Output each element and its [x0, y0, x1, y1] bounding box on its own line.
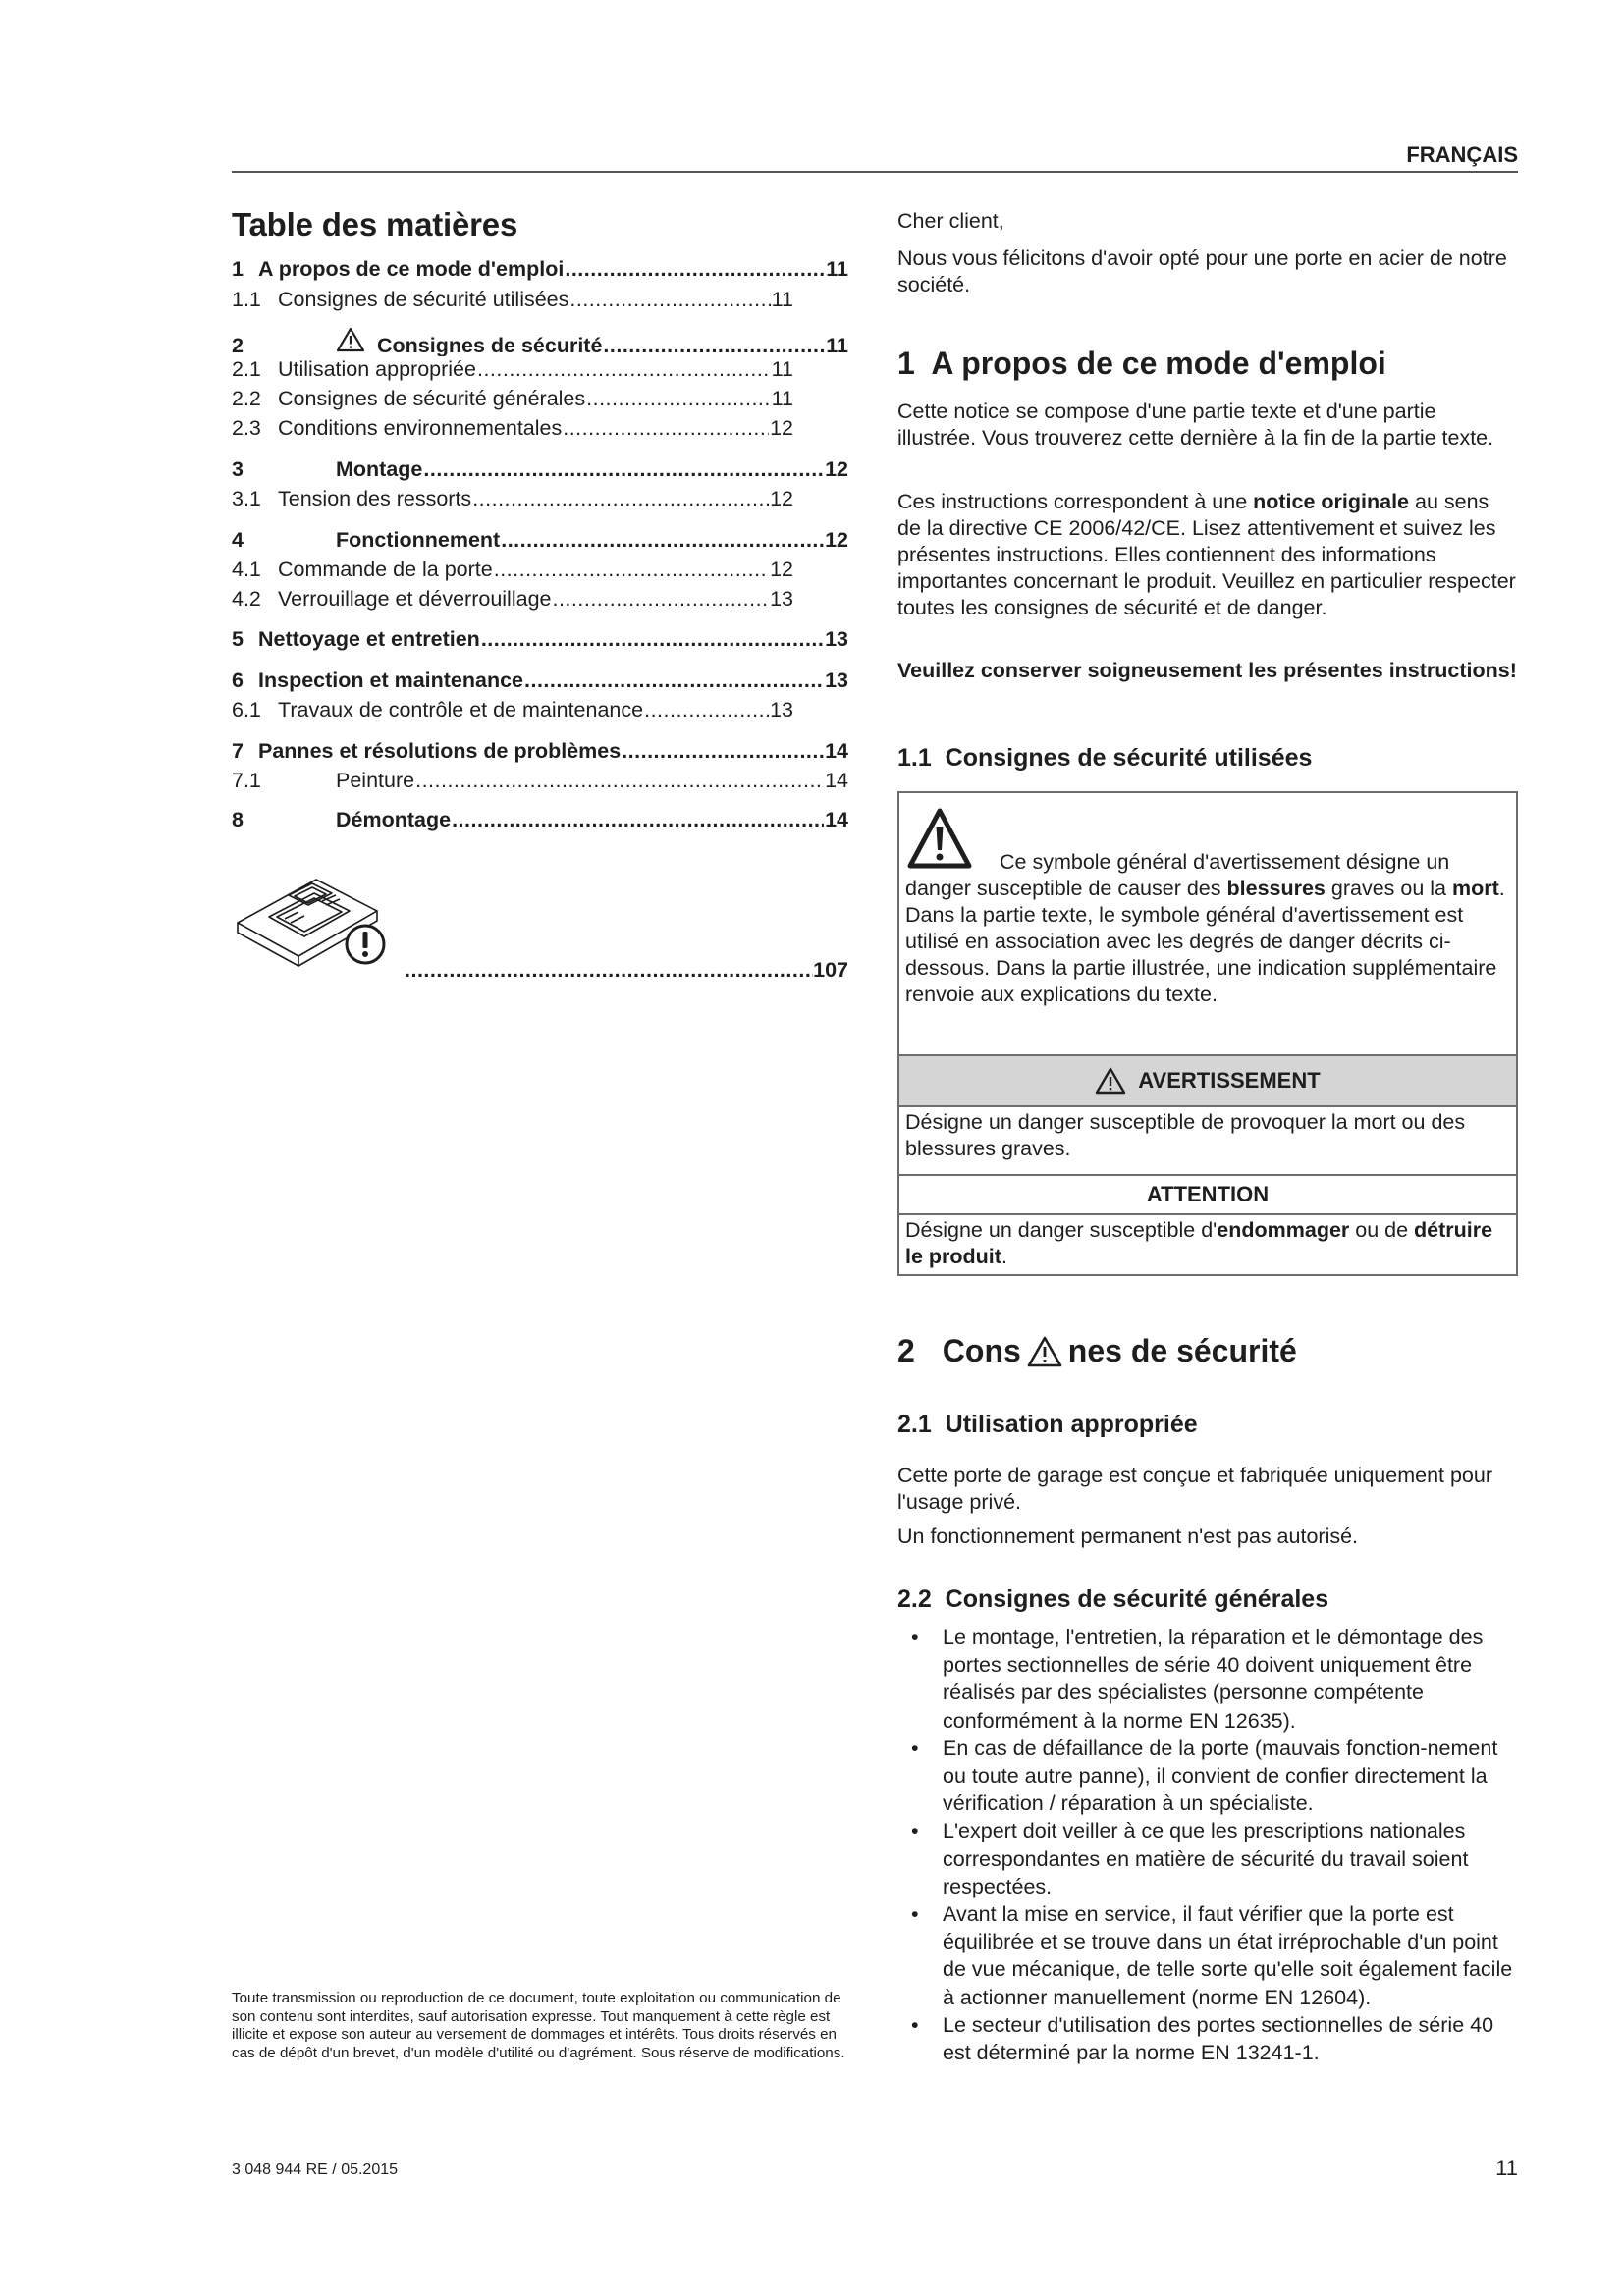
toc-entry-label: Nettoyage et entretien: [258, 627, 480, 651]
section-1-paragraph: Cette notice se compose d'une partie texte et d'une partie illustrée. Vous trouverez cette dernière à la fin de la partie texte.: [897, 400, 1494, 450]
toc-entry-illustrations[interactable]: [405, 958, 848, 988]
page-number: 11: [1495, 2156, 1518, 2180]
toc-entry[interactable]: [232, 288, 793, 317]
toc-entry-number: 3.1: [232, 487, 261, 510]
toc-leader: [622, 739, 824, 764]
toc-entry[interactable]: [232, 627, 848, 657]
text-run: Désigne un danger susceptible d': [905, 1218, 1218, 1242]
toc-leader: [563, 416, 769, 441]
general-warning-triangle-icon: [907, 807, 972, 870]
toc-leader: [569, 288, 770, 312]
section-title: A propos de ce mode d'emploi: [931, 346, 1386, 381]
text-run: au sens de la directive CE 2006/42/CE. Lisez attentivement et suivez les présentes instructions. Elles contiennent des informations importantes concernant le produit. Veuillez en particulier respecter toutes les consignes de sécurité et de danger.: [897, 490, 1516, 619]
list-item: • En cas de défaillance de la porte (mauvais fonction-nement ou toute autre panne), il convient de confier directement la vérification / réparation à un spécialiste.: [897, 1735, 1518, 1818]
toc-entry-page: 12: [825, 457, 848, 481]
toc-entry-page: 12: [825, 528, 848, 552]
greeting: Cher client,: [897, 209, 1004, 233]
toc-entry[interactable]: [232, 487, 793, 516]
toc-entry-label: Peinture: [336, 769, 415, 792]
toc-entry-number: 4: [232, 528, 244, 552]
copyright-notice: Toute transmission ou reproduction de ce document, toute exploitation ou communication de son contenu sont interdites, sauf autorisation expresse. Tout manquement à cette règle est illicite et expose son auteur au versement de dommages et intérêts. Tous droits réservés en cas de dépôt d'un brevet, d'un modèle d'utilité ou d'agrément. Sous réserve de modifications.: [232, 1990, 845, 2061]
intro-thanks: Nous vous félicitons d'avoir opté pour une porte en acier de notre société.: [897, 246, 1507, 296]
toc-leader: [586, 387, 771, 411]
list-item: • Le montage, l'entretien, la réparation et le démontage des portes sectionnelles de série 40 doivent uniquement être réalisés par des spécialistes (personne compétente conformément à la norme EN 12635).: [897, 1624, 1518, 1735]
section-1-paragraph: [897, 489, 1518, 621]
toc-entry[interactable]: [232, 416, 793, 446]
list-item: • Le secteur d'utilisation des portes sectionnelles de série 40 est déterminé par la norme EN 13241-1.: [897, 2011, 1518, 2066]
toc-entry-label: Consignes de sécurité: [377, 334, 603, 356]
emphasis: endommager: [1217, 1218, 1350, 1242]
text-run: graves ou la: [1325, 877, 1452, 900]
toc-entry-number: 7: [232, 739, 244, 763]
toc-entry-number: 1: [232, 257, 244, 281]
text-run: .: [1001, 1245, 1007, 1268]
toc-entry-label: Fonctionnement: [336, 528, 501, 552]
toc-entry-label: Tension des ressorts: [278, 487, 472, 510]
section-number: 2.1: [897, 1411, 932, 1438]
toc-entry-number: 6.1: [232, 698, 261, 721]
toc-leader: [494, 558, 769, 582]
text-run: ou de: [1349, 1218, 1415, 1242]
toc-entry-page: 11: [771, 357, 793, 381]
toc-entry-number: 2.3: [232, 416, 261, 440]
toc-leader: [423, 457, 824, 482]
section-title-part: nes de sécurité: [1067, 1333, 1297, 1368]
section-2-1-heading: [897, 1411, 1198, 1439]
toc-entry-label: Montage: [336, 457, 423, 481]
attention-description: [905, 1217, 1510, 1270]
section-2-heading: [897, 1333, 1297, 1369]
toc-leader: [477, 357, 771, 382]
list-item: • L'expert doit veiller à ce que les prescriptions nationales correspondantes en matière de sécurité du travail soient respectées.: [897, 1817, 1518, 1900]
toc-entry-number: 3: [232, 457, 244, 481]
toc-entry-page: 107: [813, 958, 848, 982]
toc-entry-label: Inspection et maintenance: [258, 668, 524, 692]
toc-leader: [472, 487, 769, 511]
toc-leader: [603, 334, 825, 356]
emphasis: mort: [1451, 877, 1499, 900]
safety-rules-list: [897, 1624, 1518, 2066]
toc-entry-page: 13: [825, 627, 848, 651]
toc-entry-page: 11: [826, 334, 848, 356]
toc-entry-label: Démontage: [336, 808, 452, 831]
toc-leader: [415, 769, 824, 793]
toc-entry-number: 6: [232, 668, 244, 692]
text-run: Ces instructions correspondent à une: [897, 490, 1254, 513]
toc-entry[interactable]: [232, 327, 848, 356]
emphasis: blessures: [1226, 877, 1326, 900]
list-item: • Avant la mise en service, il faut vérifier que la porte est équilibrée et se trouve dans un état irréprochable d'un point de vue mécanique, de telle sorte qu'elle soit également facile à actionner manuellement (norme EN 12604).: [897, 1900, 1518, 2011]
toc-leader: [501, 528, 824, 553]
section-2-1-paragraph: Un fonctionnement permanent n'est pas autorisé.: [897, 1524, 1359, 1548]
toc-entry-number: 1.1: [232, 288, 261, 311]
toc-entry[interactable]: [232, 668, 848, 698]
toc-entry-page: 11: [826, 257, 848, 281]
warning-level-band: [899, 1054, 1516, 1107]
toc-entry-label: Commande de la porte: [278, 558, 493, 581]
section-number: 2.2: [897, 1585, 932, 1613]
toc-entry-page: 11: [771, 288, 793, 311]
section-title: Utilisation appropriée: [945, 1411, 1198, 1438]
section-number: 2: [897, 1333, 915, 1368]
warning-triangle-icon: [1027, 1336, 1062, 1367]
toc-entry[interactable]: [232, 387, 793, 416]
toc-entry-number: 5: [232, 627, 244, 651]
text-run: Ce symbole général d'avertissement désigne un danger susceptible de causer des: [905, 850, 1450, 900]
toc-entry-number: 4.2: [232, 587, 261, 611]
toc-entry-label: Travaux de contrôle et de maintenance: [278, 698, 644, 721]
section-1-1-heading: [897, 744, 1312, 773]
page-language-label: FRANÇAIS: [1406, 142, 1518, 167]
warning-label: AVERTISSEMENT: [1138, 1068, 1321, 1093]
illustrated-part-icon: [230, 872, 406, 978]
toc-leader: [452, 808, 824, 832]
header-rule: [232, 171, 1518, 173]
section-2-2-heading: [897, 1585, 1328, 1614]
toc-entry-number: 4.1: [232, 558, 261, 581]
toc-entry-number: 8: [232, 808, 244, 831]
toc-entry[interactable]: [232, 739, 848, 769]
section-title: Consignes de sécurité générales: [945, 1585, 1329, 1613]
section-number: 1: [897, 346, 915, 381]
toc-entry-page: 14: [825, 808, 848, 831]
toc-entry-page: 13: [770, 698, 793, 721]
toc-entry[interactable]: [232, 698, 793, 727]
toc-entry[interactable]: [232, 769, 848, 798]
toc-entry-label: Verrouillage et déverrouillage: [278, 587, 552, 611]
section-number: 1.1: [897, 744, 932, 772]
document-reference: 3 048 944 RE / 05.2015: [232, 2162, 399, 2178]
warning-description: Désigne un danger susceptible de provoquer la mort ou des blessures graves.: [905, 1110, 1466, 1160]
toc-entry-page: 13: [825, 668, 848, 692]
warning-triangle-icon: [336, 327, 365, 352]
toc-entry[interactable]: [232, 357, 793, 387]
toc-leader: [552, 587, 769, 612]
toc-entry-number: 2.1: [232, 357, 261, 381]
section-title-part: Cons: [942, 1333, 1021, 1368]
text-run: . Dans la partie texte, le symbole général d'avertissement est utilisé en association avec les degrés de danger décrits ci-dessous. Dans la partie illustrée, une indication supplémentaire renvoie aux explications du texte.: [905, 877, 1505, 1006]
toc-entry[interactable]: [232, 808, 848, 837]
toc-entry-number: 7.1: [232, 769, 261, 792]
toc-entry-label: Consignes de sécurité générales: [278, 387, 586, 410]
toc-leader: [405, 958, 813, 983]
emphasis: notice originale: [1253, 490, 1410, 513]
emphasis: détruire le produit: [905, 1218, 1493, 1268]
attention-level-band: [899, 1174, 1516, 1215]
toc-entry-label: Conditions environnementales: [278, 416, 563, 440]
toc-entry[interactable]: [232, 558, 793, 587]
toc-entry-label: Consignes de sécurité utilisées: [278, 288, 569, 311]
toc-entry-label: Pannes et résolutions de problèmes: [258, 739, 622, 763]
toc-entry-page: 14: [825, 739, 848, 763]
section-2-1-paragraph: Cette porte de garage est conçue et fabriquée uniquement pour l'usage privé.: [897, 1464, 1492, 1514]
toc-entry-label: A propos de ce mode d'emploi: [258, 257, 565, 281]
attention-label: ATTENTION: [1146, 1182, 1270, 1206]
toc-entry-number: 2.2: [232, 387, 261, 410]
keep-instructions-notice: Veuillez conserver soigneusement les présentes instructions!: [897, 659, 1517, 682]
toc-entry-page: 11: [771, 387, 793, 410]
toc-entry-number: 2: [232, 334, 244, 356]
toc-entry-page: 12: [770, 416, 793, 440]
toc-leader: [524, 668, 824, 693]
toc-leader: [644, 698, 769, 722]
toc-entry-page: 12: [770, 558, 793, 581]
toc-entry[interactable]: [232, 457, 848, 487]
toc-leader: [481, 627, 824, 652]
toc-leader: [565, 257, 825, 282]
warning-triangle-icon: [1095, 1067, 1126, 1095]
toc-entry-page: 12: [770, 487, 793, 510]
toc-entry-page: 13: [770, 587, 793, 611]
section-1-heading: [897, 346, 1386, 382]
toc-title: Table des matières: [232, 206, 518, 242]
safety-symbol-description: [905, 849, 1510, 1008]
section-title: Consignes de sécurité utilisées: [945, 744, 1313, 772]
toc-entry[interactable]: [232, 257, 848, 287]
toc-entry-label: Utilisation appropriée: [278, 357, 476, 381]
toc-entry[interactable]: [232, 587, 793, 616]
toc-entry[interactable]: [232, 528, 848, 558]
toc-entry-page: 14: [825, 769, 848, 792]
